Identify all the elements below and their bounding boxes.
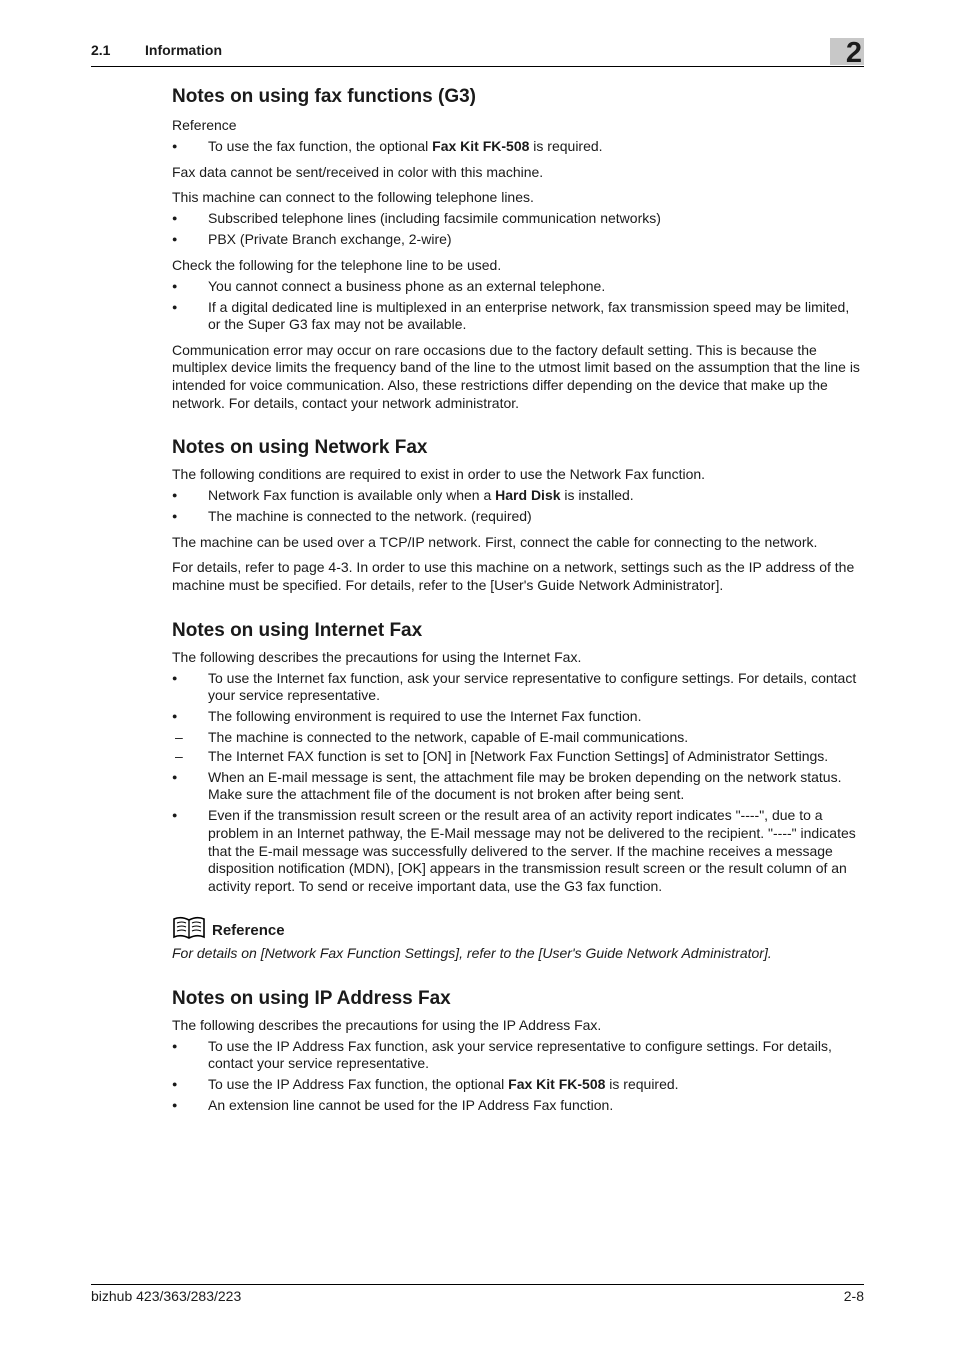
list-item: ● PBX (Private Branch exchange, 2-wire) bbox=[172, 231, 864, 249]
section-internet-fax bbox=[172, 619, 864, 896]
section-title: Notes on using Network Fax bbox=[172, 437, 428, 459]
section-network-fax bbox=[172, 436, 864, 594]
book-icon bbox=[172, 915, 206, 945]
reference-list bbox=[172, 138, 864, 156]
footer-page-number: 2-8 bbox=[843, 1288, 864, 1304]
paragraph: This machine can connect to the following telephone lines. bbox=[172, 189, 534, 206]
list-item: ● Subscribed telephone lines (including facsimile communication networks) bbox=[172, 210, 864, 228]
reference-text: For details on [Network Fax Function Settings], refer to the [User's Guide Network Administrator]. bbox=[172, 945, 772, 962]
section-title: Notes on using fax functions (G3) bbox=[172, 86, 477, 107]
list-subitem: – The Internet FAX function is set to [ON] in [Network Fax Function Settings] of Administrator Settings. bbox=[172, 748, 864, 766]
page-footer bbox=[91, 1284, 864, 1304]
list-item: ● To use the IP Address Fax function, the optional Fax Kit FK-508 is required. bbox=[172, 1076, 864, 1094]
section-ip-address-fax bbox=[172, 987, 864, 1115]
check-list bbox=[172, 278, 864, 334]
header-section-number: 2.1 bbox=[91, 42, 111, 58]
reference-note bbox=[172, 915, 864, 963]
list-item: ● The following environment is required to use the Internet Fax function. bbox=[172, 708, 864, 726]
list-item: ● Network Fax function is available only when a Hard Disk is installed. bbox=[172, 487, 864, 505]
paragraph: The machine can be used over a TCP/IP network. First, connect the cable for connecting to the network. bbox=[172, 533, 818, 550]
paragraph: The following describes the precautions for using the IP Address Fax. bbox=[172, 1016, 602, 1033]
list-item: ● An extension line cannot be used for the IP Address Fax function. bbox=[172, 1097, 864, 1115]
reference-heading-label: Reference bbox=[212, 921, 285, 939]
paragraph: The following conditions are required to exist in order to use the Network Fax function. bbox=[172, 466, 706, 483]
list-item: ● When an E-mail message is sent, the attachment file may be broken depending on the network status. Make sure the attachment file of the document is not broken after being sent. bbox=[172, 769, 864, 804]
section-title: Notes on using IP Address Fax bbox=[172, 987, 451, 1009]
paragraph: Check the following for the telephone line to be used. bbox=[172, 256, 502, 273]
precaution-list bbox=[172, 1038, 864, 1115]
list-item: ● You cannot connect a business phone as an external telephone. bbox=[172, 278, 864, 296]
list-item: ● To use the Internet fax function, ask your service representative to configure settings. For details, contact your service representative. bbox=[172, 670, 864, 705]
reference-label: Reference bbox=[172, 117, 237, 133]
list-item: ● The machine is connected to the network. (required) bbox=[172, 508, 864, 526]
section-title: Notes on using Internet Fax bbox=[172, 619, 423, 641]
list-item: ● To use the fax function, the optional Fax Kit FK-508 is required. bbox=[172, 138, 864, 156]
section-g3 bbox=[172, 85, 864, 412]
condition-list bbox=[172, 487, 864, 526]
header-section-title: Information bbox=[145, 42, 222, 58]
page-content bbox=[172, 85, 864, 1115]
footer-model: bizhub 423/363/283/223 bbox=[91, 1288, 242, 1304]
telephone-lines-list bbox=[172, 210, 864, 249]
paragraph: Fax data cannot be sent/received in color with this machine. bbox=[172, 163, 544, 180]
paragraph: The following describes the precautions for using the Internet Fax. bbox=[172, 648, 582, 665]
paragraph: For details, refer to page 4-3. In order to use this machine on a network, settings such as the IP address of the machine must be specified. For details, refer to the [User's Guide Network Administrator]. bbox=[172, 559, 855, 594]
list-item: ● To use the IP Address Fax function, ask your service representative to configure settings. For details, contact your service representative. bbox=[172, 1038, 864, 1073]
list-item: ● If a digital dedicated line is multiplexed in an enterprise network, fax transmission speed may be limited, or the Super G3 fax may not be available. bbox=[172, 299, 864, 334]
reference-heading bbox=[172, 915, 864, 945]
precaution-list bbox=[172, 670, 864, 896]
chapter-number-badge: 2 bbox=[830, 38, 864, 65]
paragraph: Communication error may occur on rare occasions due to the factory default setting. This is because the multiplex device limits the frequency band of the line to the utmost limit based on the assumption that the line is intended for voice communication. Also, these restrictions differ depending on the device that make up the network. For details, contact your network administrator. bbox=[172, 341, 860, 411]
list-subitem: – The machine is connected to the network, capable of E-mail communications. bbox=[172, 729, 864, 747]
list-item: ● Even if the transmission result screen or the result area of an activity report indicates "----", due to a problem in an Internet pathway, the E-Mail message may not be delivered to the recipient. "----" indicates that the E-mail message was successfully delivered to the server. If the machine receives a message disposition notification (MDN), [OK] appears in the transmission result screen or the result column of an activity report. To send or receive important data, use the G3 fax function. bbox=[172, 807, 864, 895]
page-header bbox=[91, 38, 864, 67]
